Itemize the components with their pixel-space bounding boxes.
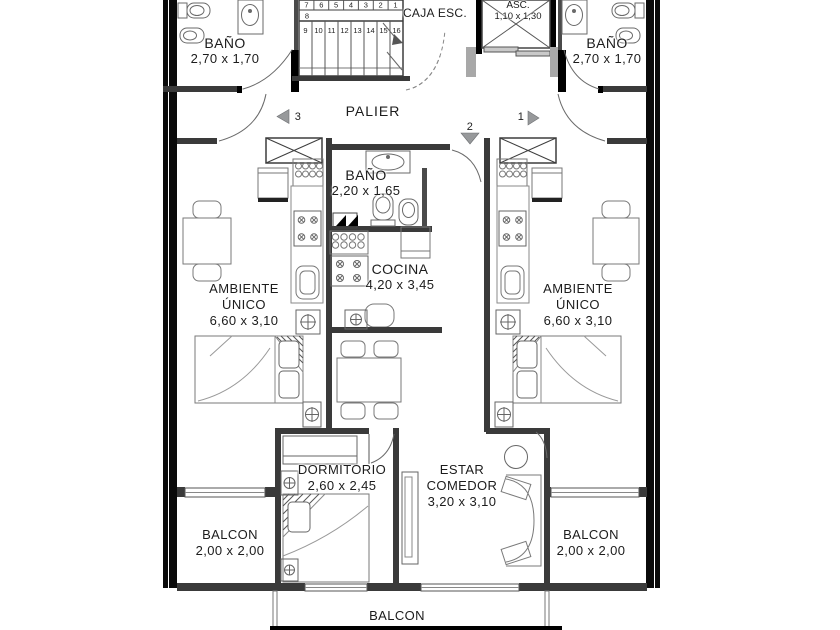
bed <box>513 336 621 403</box>
wall <box>163 86 241 92</box>
room-label-balcon-bottom <box>337 608 457 624</box>
svg-text:13: 13 <box>353 26 362 35</box>
wall <box>393 428 399 583</box>
svg-text:7: 7 <box>304 0 309 10</box>
room-dims: 2,20 x 1,65 <box>331 183 401 198</box>
room-label-asc <box>488 0 548 22</box>
svg-text:11: 11 <box>327 26 336 35</box>
room-name: BAÑO <box>345 167 387 183</box>
balcony-rail <box>273 591 277 627</box>
bed <box>283 494 369 582</box>
chair <box>341 341 365 357</box>
wall <box>519 583 647 591</box>
unit-marker-2: 2 <box>466 121 474 133</box>
room-dims: 2,60 x 2,45 <box>307 478 377 493</box>
wall-unit-icon <box>495 402 513 427</box>
toilet-icon <box>612 3 644 18</box>
room-label-caja-esc <box>402 5 468 21</box>
door-arc <box>452 150 481 182</box>
room-dims: 4,20 x 3,45 <box>365 277 435 292</box>
svg-text:5: 5 <box>334 0 339 10</box>
counter-edge <box>258 198 288 202</box>
palier-area <box>177 94 647 144</box>
stair-step-numbers <box>303 1 400 36</box>
fridge-icon <box>258 168 288 198</box>
sink-icon <box>238 0 263 34</box>
wall-unit-icon <box>345 310 367 329</box>
table <box>183 218 231 264</box>
room-dims: 6,60 x 3,10 <box>209 313 279 328</box>
balcony-window <box>551 488 639 497</box>
table <box>593 218 639 264</box>
small-table <box>365 304 394 327</box>
bed <box>195 336 303 403</box>
room-dims: 1,10 x 1,30 <box>494 11 542 22</box>
counter-edge <box>532 198 562 202</box>
wall-stub <box>291 50 299 92</box>
wall <box>332 144 450 150</box>
room-name: CAJA ESC. <box>402 6 468 20</box>
unit-marker-3: 3 <box>294 111 302 123</box>
door-arc <box>371 434 394 463</box>
room-dims: 3,20 x 3,10 <box>427 494 497 509</box>
wall <box>367 583 421 591</box>
door-jamb <box>237 86 242 93</box>
svg-text:1: 1 <box>393 0 398 10</box>
room-name: BAÑO <box>586 35 628 51</box>
stair-risers <box>312 0 390 76</box>
wall <box>275 430 281 583</box>
wall <box>275 428 369 434</box>
wall <box>330 327 442 333</box>
dining-area <box>337 341 401 419</box>
door-arc <box>219 94 266 141</box>
chair <box>374 341 398 357</box>
balcony-window <box>185 488 265 497</box>
door-arc <box>558 94 605 141</box>
room-label-ambiente-left <box>194 281 294 329</box>
balcony-rail <box>545 591 549 627</box>
elevator-door <box>516 51 550 56</box>
room-name: BALCON <box>369 608 425 623</box>
wall <box>544 428 550 583</box>
balcony-window <box>305 584 367 591</box>
closet <box>283 436 357 464</box>
shower-symbol-icon <box>333 213 358 228</box>
wall-stub <box>422 168 427 228</box>
room-name: BALCON <box>563 527 619 542</box>
room-name: COCINA <box>371 261 429 277</box>
kitchen-sink-icon <box>501 266 524 299</box>
wall <box>177 487 185 497</box>
door-arc-dashed <box>406 56 440 90</box>
room-name: ASC. <box>506 0 530 11</box>
room-label-bano-top-left <box>170 35 280 67</box>
room-dims: 2,00 x 2,00 <box>556 543 626 558</box>
unit-marker-1: 1 <box>517 111 525 123</box>
wall <box>177 138 217 144</box>
chair <box>602 264 630 281</box>
wall-unit-icon <box>281 559 298 581</box>
room-dims: 2,70 x 1,70 <box>190 51 260 66</box>
wall-unit-icon <box>303 402 321 427</box>
chair <box>374 403 398 419</box>
room-name-line2: COMEDOR <box>426 478 498 493</box>
wall <box>607 138 647 144</box>
room-label-bano-top-right <box>552 35 662 67</box>
chair <box>341 403 365 419</box>
sink-drainer-icon <box>330 231 368 254</box>
room-label-balcon-right <box>531 527 651 559</box>
room-name: BAÑO <box>204 35 246 51</box>
svg-text:9: 9 <box>303 26 308 35</box>
pillow <box>279 371 299 398</box>
svg-text:14: 14 <box>366 26 375 35</box>
wall <box>292 76 410 81</box>
dormitorio-room <box>275 428 418 583</box>
svg-text:10: 10 <box>314 26 323 35</box>
elevator-door <box>484 47 518 52</box>
pillow <box>288 502 310 532</box>
svg-text:2: 2 <box>378 0 383 10</box>
table <box>337 358 401 402</box>
arrow-left-icon <box>277 110 289 124</box>
room-label-cocina <box>348 261 452 293</box>
wall-unit-icon <box>296 310 320 334</box>
room-name-line1: ESTAR <box>439 462 485 477</box>
room-label-dormitorio <box>294 462 390 494</box>
room-dims: 2,70 x 1,70 <box>572 51 642 66</box>
arrow-right-icon <box>528 111 539 125</box>
room-name-line1: AMBIENTE <box>543 281 613 296</box>
room-dims: 6,60 x 3,10 <box>543 313 613 328</box>
svg-text:16: 16 <box>392 26 401 35</box>
room-label-estar-comedor <box>412 462 512 510</box>
room-name: DORMITORIO <box>297 462 387 477</box>
stove-icon <box>499 211 526 246</box>
room-name: BALCON <box>202 527 258 542</box>
door-arc-dashed <box>413 30 445 88</box>
door-jamb <box>598 86 603 93</box>
svg-text:4: 4 <box>348 0 353 10</box>
wall-unit-icon <box>496 310 520 334</box>
pillow <box>517 341 537 368</box>
room-name-line1: AMBIENTE <box>209 281 279 296</box>
pillow <box>517 371 537 398</box>
svg-text:8: 8 <box>304 11 310 21</box>
wall <box>600 86 647 92</box>
pillow <box>279 341 299 368</box>
svg-text:6: 6 <box>319 0 324 10</box>
room-dims: 2,00 x 2,00 <box>195 543 265 558</box>
bidet-icon <box>399 199 418 225</box>
svg-text:3: 3 <box>363 0 368 10</box>
room-label-bano-center <box>324 167 408 199</box>
chair <box>602 201 630 218</box>
svg-text:15: 15 <box>379 26 388 35</box>
room-name-line2: ÚNICO <box>222 297 266 312</box>
stove-icon <box>294 211 321 246</box>
fridge-icon <box>532 168 562 198</box>
wall-stub <box>466 47 476 77</box>
toilet-icon <box>178 3 210 18</box>
wall <box>639 487 647 497</box>
balcony-window <box>421 584 519 591</box>
balcony-edge <box>270 626 562 630</box>
room-name-line2: ÚNICO <box>556 297 600 312</box>
room-name: PALIER <box>345 103 401 119</box>
svg-text:12: 12 <box>340 26 349 35</box>
chair <box>193 264 221 281</box>
room-label-palier <box>328 103 418 119</box>
room-label-ambiente-right <box>528 281 628 329</box>
sink-icon <box>562 0 587 34</box>
wall <box>177 583 305 591</box>
room-label-balcon-left <box>170 527 290 559</box>
wall <box>484 138 490 432</box>
kitchen-sink-icon <box>296 266 319 299</box>
chair <box>193 201 221 218</box>
